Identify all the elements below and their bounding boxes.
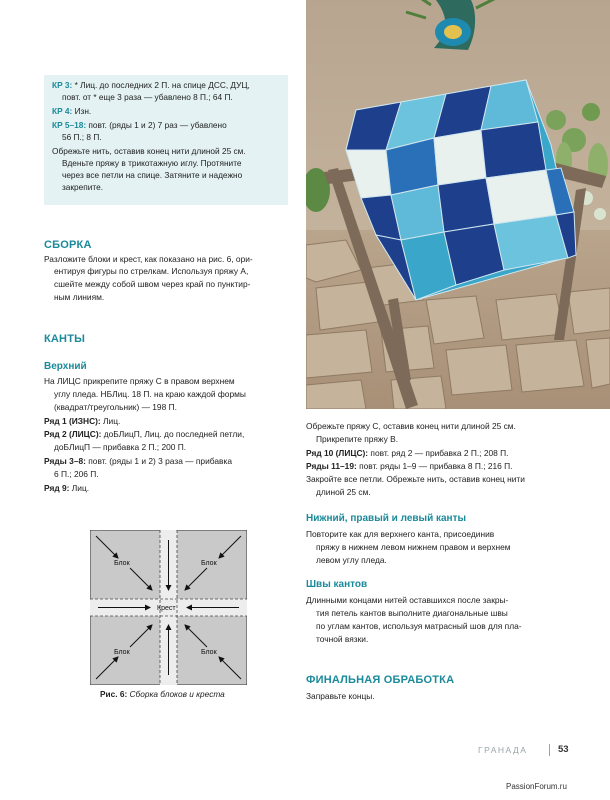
top-edge-line: (квадрат/треугольник) — 198 П. — [54, 402, 177, 412]
assembly-line: Разложите блоки и крест, как показано на рис. 6, ори- — [44, 254, 253, 264]
top-edge-line: углу пледа. НБЛиц. 18 П. на краю каждой формы — [54, 389, 246, 399]
right-line: Обрежьте пряжу С, оставив конец нити длиной 25 см. — [306, 421, 516, 431]
bottom-edges-heading: Нижний, правый и левый канты — [306, 513, 467, 524]
top-edge-line: Ряд 9: Лиц. — [44, 483, 90, 493]
top-edge-line: Ряд 2 (ЛИЦС): доБЛицП, Лиц. до последней петли, — [44, 429, 245, 439]
top-edge-line: Ряд 1 (ИЗНС): Лиц. — [44, 416, 121, 426]
seams-line: точной вязки. — [316, 634, 369, 644]
right-line: длиной 25 см. — [316, 487, 371, 497]
note-line: КР 5–18: повт. (ряды 1 и 2) 7 раз — убавлено — [52, 120, 227, 130]
final-text: Заправьте концы. — [306, 691, 375, 701]
note-line: 56 П.; 8 П. — [62, 132, 102, 142]
chair-blanket-photo — [306, 0, 610, 409]
block-label: Блок — [201, 649, 217, 656]
note-line: КР 3: * Лиц. до последних 2 П. на спице ДСС, ДУЦ, — [52, 80, 250, 90]
pattern-note-box — [44, 75, 288, 205]
seams-heading: Швы кантов — [306, 579, 368, 590]
bottom-edges-line: Повторите как для верхнего канта, присоединив — [306, 529, 495, 539]
note-line: КР 4: Изн. — [52, 106, 92, 116]
assembly-line: ентируя фигуры по стрелкам. Используя пряжу А, — [54, 266, 249, 276]
edges-heading: КАНТЫ — [44, 333, 86, 345]
block-label: Блок — [114, 649, 130, 656]
top-edge-line: 6 П.; 206 П. — [54, 469, 99, 479]
page-number: 53 — [558, 744, 569, 755]
footer-divider — [549, 744, 550, 756]
right-line: Ряд 10 (ЛИЦС): повт. ряд 2 — прибавка 2 П.; 208 П. — [306, 448, 509, 458]
note-line: повт. от * еще 3 раза — убавлено 8 П.; 64 П. — [62, 92, 233, 102]
assembly-diagram — [90, 530, 247, 685]
top-edge-line: Ряды 3–8: повт. (ряды 1 и 2) 3 раза — прибавка — [44, 456, 232, 466]
top-edge-heading: Верхний — [44, 361, 87, 372]
assembly-line: сшейте между собой швом через край по пунктир- — [54, 279, 251, 289]
watermark-text: PassionForum.ru — [506, 782, 567, 791]
assembly-heading: СБОРКА — [44, 239, 92, 251]
bottom-edges-line: левом углу пледа. — [316, 555, 387, 565]
block-label: Блок — [114, 560, 130, 567]
right-line: Ряды 11–19: повт. ряды 1–9 — прибавка 8 П.; 216 П. — [306, 461, 513, 471]
cross-label: Крест — [157, 605, 176, 612]
final-heading: ФИНАЛЬНАЯ ОБРАБОТКА — [306, 674, 455, 686]
top-edge-line: доБЛицП — прибавка 2 П.; 200 П. — [54, 442, 187, 452]
top-edge-line: На ЛИЦС прикрепите пряжу С в правом верхнем — [44, 376, 235, 386]
right-line: Прикрепите пряжу В. — [316, 434, 399, 444]
magazine-name: ГРАНАДА — [478, 745, 528, 755]
seams-line: по углам кантов, используя матрасный шов для пла- — [316, 621, 522, 631]
note-line: закрепите. — [62, 182, 104, 192]
figure-caption: Рис. 6: Сборка блоков и креста — [100, 689, 225, 699]
note-line: через все петли на спице. Затяните и надежно — [62, 170, 243, 180]
seams-line: тия петель кантов выполните диагональные швы — [316, 608, 508, 618]
assembly-line: ным линиям. — [54, 292, 105, 302]
note-line: Вденьте пряжу в трикотажную иглу. Протяните — [62, 158, 242, 168]
seams-line: Длинными концами нитей оставшихся после закры- — [306, 595, 509, 605]
bottom-edges-line: пряжу в нижнем левом нижнем правом и верхнем — [316, 542, 511, 552]
note-line: Обрежьте нить, оставив конец нити длиной 25 см. — [52, 146, 246, 156]
chair-blanket-illustration — [306, 0, 610, 409]
block-label: Блок — [201, 560, 217, 567]
right-line: Закройте все петли. Обрежьте нить, оставив конец нити — [306, 474, 525, 484]
